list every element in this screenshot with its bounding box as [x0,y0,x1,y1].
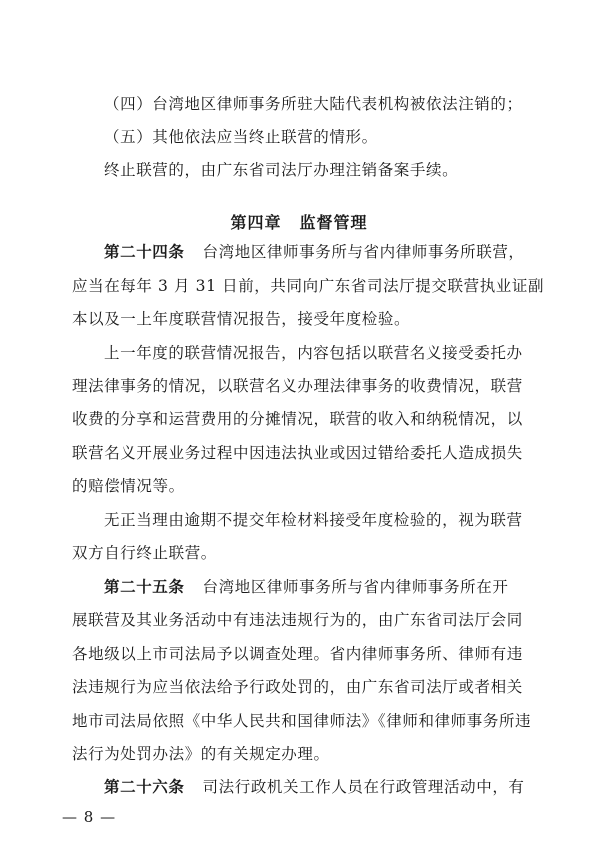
article-24-line-2: 应当在每年 3 月 31 日前，共同向广东省司法厅提交联营执业证副 [72,277,545,295]
item-four: （四）台湾地区律师事务所驻大陆代表机构被依法注销的； [104,95,523,113]
article-24-text: 台湾地区律师事务所与省内律师事务所联营， [202,243,525,261]
article-25-line-1 [104,577,508,597]
article-25-line-6: 法行为处罚办法》的有关规定办理。 [72,745,330,763]
article-25-line-5: 地市司法局依照《中华人民共和国律师法》《律师和律师事务所违 [72,712,532,730]
article-24-para2-line-3: 收费的分享和运营费用的分摊情况，联营的收入和纳税情况，以 [72,410,523,428]
article-24-para3-line-2: 双方自行终止联营。 [72,544,217,562]
article-24-para3-line-1: 无正当理由逾期不提交年检材料接受年度检验的，视为联营 [104,511,523,529]
article-24-para2-line-1: 上一年度的联营情况报告，内容包括以联营名义接受委托办 [104,344,523,362]
article-24-label: 第二十四条 [104,243,185,261]
article-25-line-3: 各地级以上市司法局予以调查处理。省内律师事务所、律师有违 [72,645,523,663]
article-24-line-3: 本以及一上年度联营情况报告，接受年度检验。 [72,310,411,328]
chapter-number: 第四章 [230,213,282,232]
article-25-label: 第二十五条 [104,578,185,596]
chapter-title [0,210,598,233]
article-26-line-1 [104,777,525,797]
item-five: （五）其他依法应当终止联营的情形。 [104,128,378,146]
article-24-para2-line-2: 理法律事务的情况，以联营名义办理法律事务的收费情况，联营 [72,377,523,395]
page-number: — 8 — [62,808,117,826]
chapter-name: 监督管理 [299,213,368,232]
article-26-label: 第二十六条 [104,778,185,796]
article-24-line-1 [104,242,525,262]
article-26-text: 司法行政机关工作人员在行政管理活动中，有 [202,778,525,796]
article-24-para2-line-5: 的赔偿情况等。 [72,477,185,495]
article-25-line-4: 法违规行为应当依法给予行政处罚的，由广东省司法厅或者相关 [72,678,523,696]
article-25-text: 台湾地区律师事务所与省内律师事务所在开 [202,578,509,596]
termination-note: 终止联营的，由广东省司法厅办理注销备案手续。 [104,161,459,179]
article-25-line-2: 展联营及其业务活动中有违法违规行为的，由广东省司法厅会同 [72,611,523,629]
article-24-para2-line-4: 联营名义开展业务过程中因违法执业或因过错给委托人造成损失 [72,444,523,462]
